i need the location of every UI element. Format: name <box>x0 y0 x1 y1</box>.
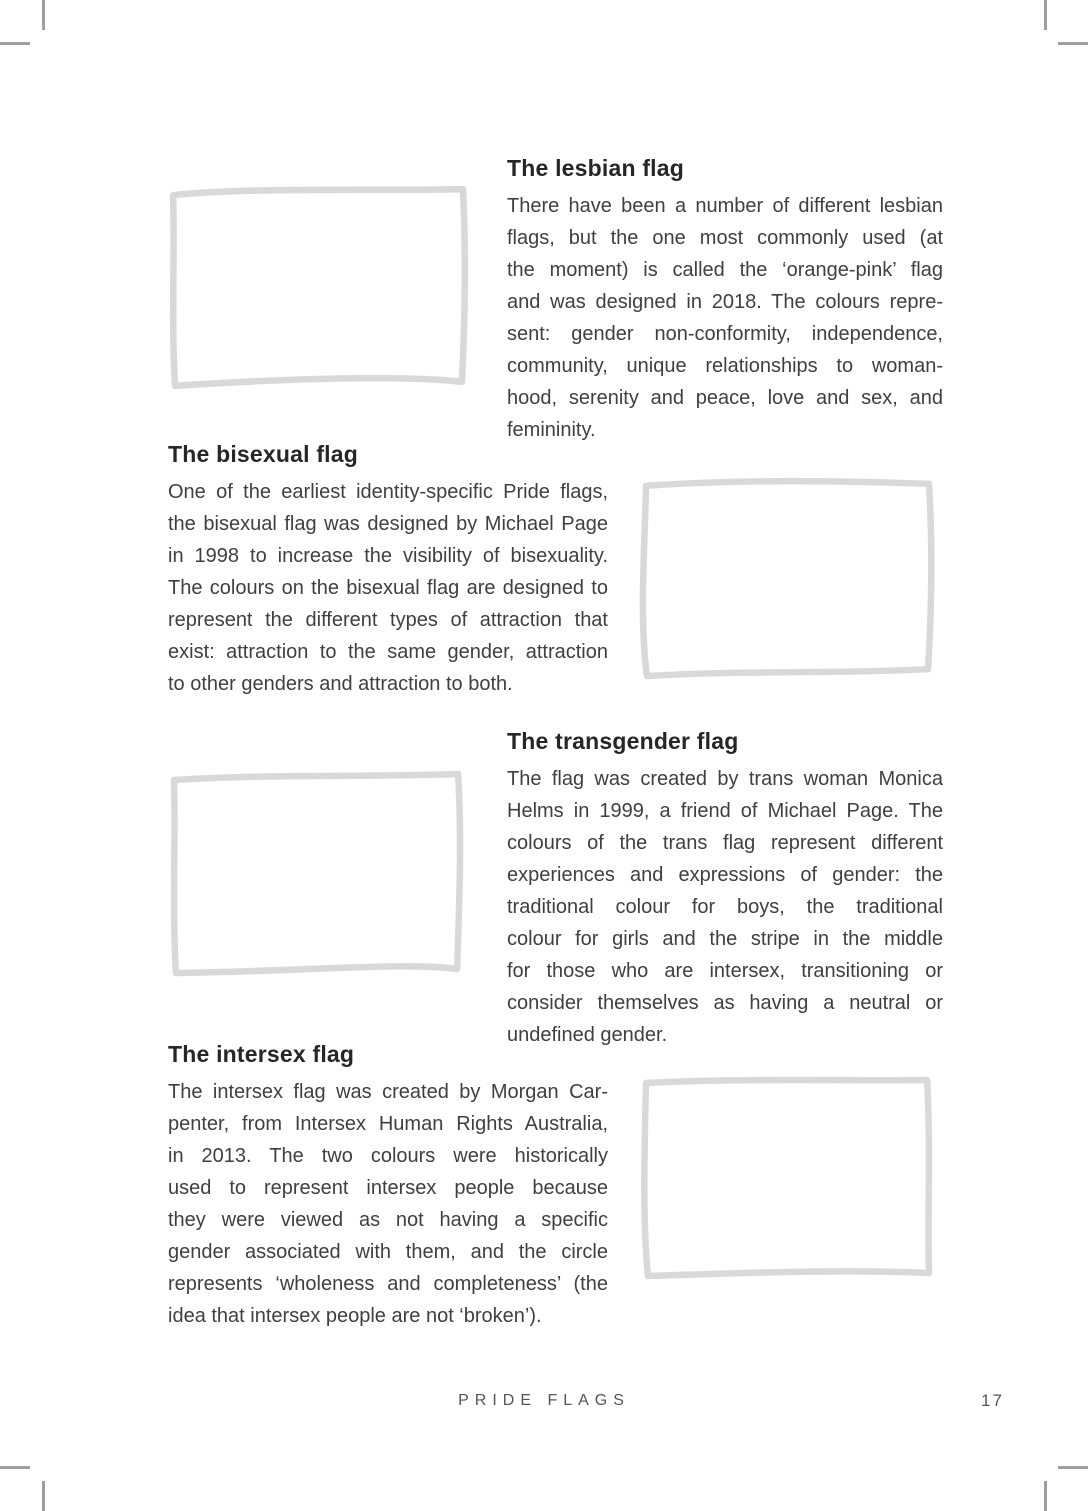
body-text-line: hood, serenity and peace, love and sex, and <box>507 387 943 409</box>
body-text-line: used to represent intersex people because <box>168 1177 608 1199</box>
body-text-line: Helms in 1999, a friend of Michael Page. The <box>507 800 943 822</box>
section-lesbian-flag <box>507 152 943 446</box>
body-text-line: gender associated with them, and the circle <box>168 1241 608 1263</box>
body-text-line: idea that intersex people are not ‘broken’). <box>168 1305 542 1327</box>
body-text-line: consider themselves as having a neutral or <box>507 992 943 1014</box>
bisexual-flag-frame-icon <box>634 472 940 684</box>
section-transgender-flag <box>507 725 943 1051</box>
section-heading-lesbian: The lesbian flag <box>507 155 685 181</box>
body-text-line: exist: attraction to the same gender, attraction <box>168 641 608 663</box>
body-text-line: The intersex flag was created by Morgan Car- <box>168 1081 608 1103</box>
body-text-line: to other genders and attraction to both. <box>168 673 513 695</box>
body-text-line: penter, from Intersex Human Rights Australia, <box>168 1113 608 1135</box>
crop-mark-top-left-horizontal <box>0 42 30 45</box>
body-text-line: they were viewed as not having a specific <box>168 1209 608 1231</box>
body-text-line: colour for girls and the stripe in the middle <box>507 928 943 950</box>
section-heading-bisexual: The bisexual flag <box>168 441 359 467</box>
crop-mark-bottom-right-vertical <box>1044 1481 1047 1511</box>
lesbian-flag-frame-icon <box>164 178 472 396</box>
crop-mark-top-right-vertical <box>1044 0 1047 30</box>
section-body-bisexual <box>168 476 608 700</box>
intersex-flag-frame-icon <box>635 1070 939 1285</box>
section-bisexual-flag <box>168 438 608 700</box>
body-text-line: community, unique relationships to woman- <box>507 355 943 377</box>
body-text-line: the moment) is called the ‘orange-pink’ flag <box>507 259 943 281</box>
section-heading-intersex: The intersex flag <box>168 1041 355 1067</box>
transgender-flag-frame-icon <box>164 765 468 981</box>
body-text-line: undefined gender. <box>507 1024 668 1046</box>
body-text-line: experiences and expressions of gender: the <box>507 864 943 886</box>
footer-running-title: PRIDE FLAGS <box>458 1392 630 1409</box>
body-text-line: in 2013. The two colours were historically <box>168 1145 608 1167</box>
body-text-line: the bisexual flag was designed by Michael Page <box>168 513 608 535</box>
body-text-line: colours of the trans flag represent different <box>507 832 943 854</box>
body-text-line: The colours on the bisexual flag are designed to <box>168 577 608 599</box>
section-body-transgender <box>507 763 943 1051</box>
body-text-line: The flag was created by trans woman Monica <box>507 768 943 790</box>
section-intersex-flag <box>168 1038 608 1332</box>
body-text-line: sent: gender non-conformity, independence, <box>507 323 943 345</box>
crop-mark-bottom-left-vertical <box>42 1481 45 1511</box>
body-text-line: femininity. <box>507 419 596 441</box>
crop-mark-bottom-right-horizontal <box>1058 1466 1088 1469</box>
body-text-line: traditional colour for boys, the traditional <box>507 896 943 918</box>
footer-page-number: 17 <box>981 1391 1004 1410</box>
crop-mark-bottom-left-horizontal <box>0 1466 30 1469</box>
body-text-line: There have been a number of different lesbian <box>507 195 943 217</box>
body-text-line: in 1998 to increase the visibility of bisexuality. <box>168 545 608 567</box>
body-text-line: represent the different types of attraction that <box>168 609 608 631</box>
body-text-line: flags, but the one most commonly used (at <box>507 227 943 249</box>
body-text-line: for those who are intersex, transitioning or <box>507 960 943 982</box>
body-text-line: One of the earliest identity-specific Pride flags, <box>168 481 608 503</box>
body-text-line: represents ‘wholeness and completeness’ (the <box>168 1273 608 1295</box>
crop-mark-top-left-vertical <box>42 0 45 30</box>
section-body-lesbian <box>507 190 943 446</box>
section-body-intersex <box>168 1076 608 1332</box>
body-text-line: and was designed in 2018. The colours repre- <box>507 291 943 313</box>
crop-mark-top-right-horizontal <box>1058 42 1088 45</box>
section-heading-transgender: The transgender flag <box>507 728 739 754</box>
